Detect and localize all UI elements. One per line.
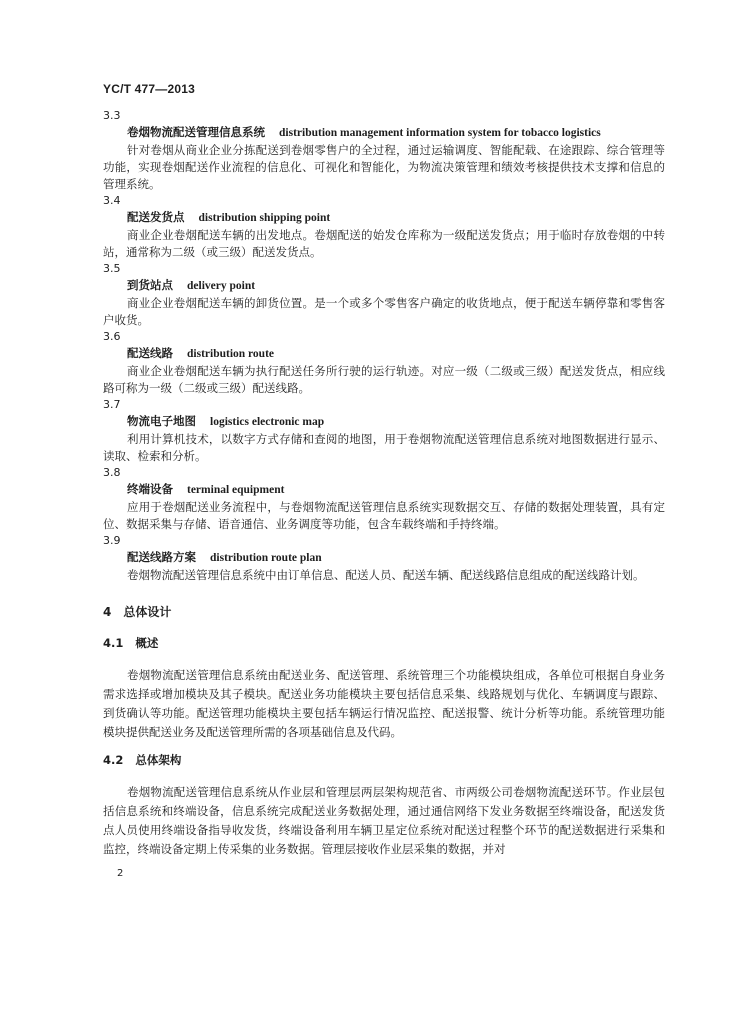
standard-code: YC/T 477—2013	[103, 82, 195, 96]
term-name-en: distribution route plan	[210, 552, 322, 564]
term-number: 3.5	[103, 262, 121, 275]
term-title	[103, 209, 665, 227]
term-entry	[103, 465, 665, 533]
term-title	[103, 345, 665, 363]
subsection-title: 总体架构	[135, 753, 182, 767]
term-entry	[103, 397, 665, 465]
subsection-architecture	[103, 752, 665, 859]
section-heading	[103, 604, 665, 621]
term-name-en: terminal equipment	[187, 484, 285, 496]
subsection-heading	[103, 752, 665, 769]
term-number: 3.6	[103, 330, 121, 343]
subsection-paragraph: 卷烟物流配送管理信息系统从作业层和管理层两层架构规范省、市两级公司卷烟物流配送环节。作业层包括信息系统和终端设备，信息系统完成配送业务数据处理，通过通信网络下发业务数据至终端设备，配送发货点人员使用终端设备指导收发货，终端设备利用车辆卫星定位系统对配送过程整个环节的配送数据进行采集和监控，终端设备定期上传采集的业务数据。管理层接收作业层采集的数据，并对	[103, 785, 665, 856]
term-entry	[103, 533, 665, 584]
term-number: 3.4	[103, 194, 121, 207]
term-title	[103, 481, 665, 499]
term-name-cn: 到货站点	[127, 278, 173, 292]
term-entry	[103, 108, 665, 193]
term-definition: 应用于卷烟配送业务流程中，与卷烟物流配送管理信息系统实现数据交互、存储的数据处理装置，具有定位、数据采集与存储、语音通信、业务调度等功能，包含车载终端和手持终端。	[103, 500, 665, 531]
section-overall-design	[103, 604, 665, 859]
term-definition: 商业企业卷烟配送车辆的卸货位置。是一个或多个零售客户确定的收货地点，便于配送车辆停靠和零售客户收货。	[103, 296, 665, 327]
term-entry	[103, 261, 665, 329]
term-number: 3.9	[103, 534, 121, 547]
term-name-en: distribution route	[187, 348, 275, 360]
section-title: 总体设计	[123, 605, 172, 619]
term-definition: 利用计算机技术，以数字方式存储和查阅的地图，用于卷烟物流配送管理信息系统对地图数据进行显示、读取、检索和分析。	[103, 432, 665, 463]
term-name-cn: 配送发货点	[127, 210, 185, 224]
subsection-paragraph: 卷烟物流配送管理信息系统由配送业务、配送管理、系统管理三个功能模块组成，各单位可根据自身业务需求选择或增加模块及其子模块。配送业务功能模块主要包括信息采集、线路规划与优化、车辆调度与跟踪、到货确认等功能。配送管理功能模块主要包括车辆运行情况监控、配送报警、统计分析等功能。系统管理功能模块提供配送业务及配送管理所需的各项基础信息及代码。	[103, 668, 665, 739]
term-entry	[103, 193, 665, 261]
page-content	[103, 108, 665, 869]
term-definition: 商业企业卷烟配送车辆为执行配送任务所行驶的运行轨迹。对应一级（二级或三级）配送发货点，相应线路可称为一级（二级或三级）配送线路。	[103, 364, 665, 395]
term-definition: 卷烟物流配送管理信息系统中由订单信息、配送人员、配送车辆、配送线路信息组成的配送线路计划。	[127, 568, 645, 582]
subsection-overview	[103, 635, 665, 742]
subsection-title: 概述	[135, 636, 159, 650]
section-number: 4	[103, 605, 112, 619]
term-name-cn: 配送线路	[127, 346, 173, 360]
subsection-number: 4.2	[103, 753, 124, 767]
term-name-cn: 卷烟物流配送管理信息系统	[127, 125, 265, 139]
term-name-cn: 终端设备	[127, 482, 173, 496]
term-name-en: distribution management information system for tobacco logistics	[279, 127, 601, 139]
page-number: 2	[117, 868, 124, 879]
terms-list	[103, 108, 665, 584]
term-number: 3.7	[103, 398, 121, 411]
term-name-en: logistics electronic map	[210, 416, 325, 428]
term-title	[103, 124, 665, 142]
term-number: 3.3	[103, 109, 121, 122]
term-entry	[103, 329, 665, 397]
term-title	[103, 549, 665, 567]
term-title	[103, 413, 665, 431]
term-name-en: delivery point	[187, 280, 256, 292]
term-title	[103, 277, 665, 295]
term-name-en: distribution shipping point	[198, 212, 331, 224]
term-name-cn: 物流电子地图	[127, 414, 196, 428]
subsection-heading	[103, 635, 665, 652]
term-name-cn: 配送线路方案	[127, 550, 196, 564]
subsection-number: 4.1	[103, 636, 124, 650]
term-number: 3.8	[103, 466, 121, 479]
term-definition: 针对卷烟从商业企业分拣配送到卷烟零售户的全过程，通过运输调度、智能配载、在途跟踪、综合管理等功能，实现卷烟配送作业流程的信息化、可视化和智能化，为物流决策管理和绩效考核提供技术支撑和信息的管理系统。	[103, 143, 665, 191]
term-definition: 商业企业卷烟配送车辆的出发地点。卷烟配送的始发仓库称为一级配送发货点；用于临时存放卷烟的中转站，通常称为二级（或三级）配送发货点。	[103, 228, 665, 259]
